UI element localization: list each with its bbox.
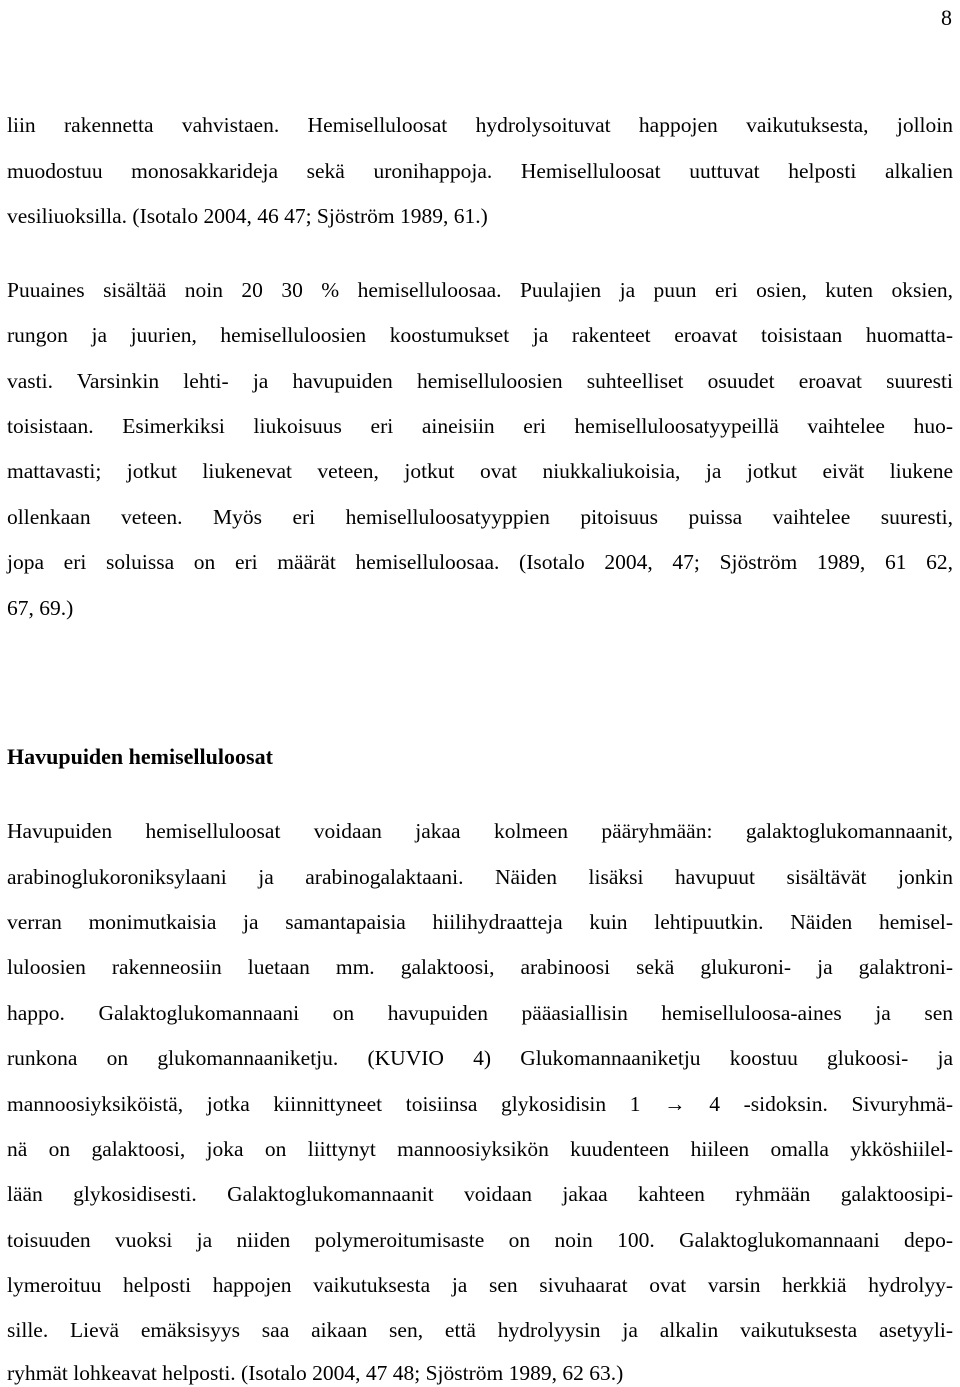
text-line: sille. Lievä emäksisyys saa aikaan sen, että hydrolyysin ja alkalin vaikutuksesta asetyyli-	[7, 1318, 953, 1342]
text-line: rungon ja juurien, hemiselluloosien koostumukset ja rakenteet eroavat toisistaan huomatta-	[7, 323, 953, 347]
section-heading: Havupuiden hemiselluloosat	[7, 744, 273, 769]
text-line: arabinoglukoroniksylaani ja arabinogalaktaani. Näiden lisäksi havupuut sisältävät jonkin	[7, 865, 953, 889]
text-line: jopa eri soluissa on eri määrät hemiselluloosaa. (Isotalo 2004, 47; Sjöström 1989, 61 62,	[7, 550, 953, 574]
text-line: Havupuiden hemiselluloosat voidaan jakaa kolmeen pääryhmään: galaktoglukomannaanit,	[7, 819, 953, 843]
text-line: happo. Galaktoglukomannaani on havupuiden pääasiallisin hemiselluloosa-aines ja sen	[7, 1001, 953, 1025]
text-line: mattavasti; jotkut liukenevat veteen, jotkut ovat niukkaliukoisia, ja jotkut eivät liukene	[7, 459, 953, 483]
text-line: vesiliuoksilla. (Isotalo 2004, 46 47; Sjöström 1989, 61.)	[7, 204, 488, 228]
text-line: lymeroituu helposti happojen vaikutuksesta ja sen sivuhaarat ovat varsin herkkiä hydrolyy-	[7, 1273, 953, 1297]
text-line: vasti. Varsinkin lehti- ja havupuiden hemiselluloosien suhteelliset osuudet eroavat suuresti	[7, 369, 953, 393]
text-line: muodostuu monosakkarideja sekä uronihappoja. Hemiselluloosat uuttuvat helposti alkalien	[7, 159, 953, 183]
text-line: ryhmät lohkeavat helposti. (Isotalo 2004, 47 48; Sjöström 1989, 62 63.)	[7, 1361, 624, 1385]
text-line: toisuuden vuoksi ja niiden polymeroitumisaste on noin 100. Galaktoglukomannaani depo-	[7, 1228, 953, 1252]
text-line: mannoosiyksiköistä, jotka kiinnittyneet toisiinsa glykosidisin 1 → 4 -sidoksin. Sivuryhmä-	[7, 1092, 953, 1116]
text-line: runkona on glukomannaaniketju. (KUVIO 4) Glukomannaaniketju koostuu glukoosi- ja	[7, 1046, 953, 1070]
text-line: liin rakennetta vahvistaen. Hemiselluloosat hydrolysoituvat happojen vaikutuksesta, jolloin	[7, 113, 953, 137]
text-line: Puuaines sisältää noin 20 30 % hemiselluloosaa. Puulajien ja puun eri osien, kuten oksien,	[7, 278, 953, 302]
text-line: 67, 69.)	[7, 596, 74, 620]
text-line: lään glykosidisesti. Galaktoglukomannaanit voidaan jakaa kahteen ryhmään galaktoosipi-	[7, 1182, 953, 1206]
text-line: luloosien rakenneosiin luetaan mm. galaktoosi, arabinoosi sekä glukuroni- ja galaktroni-	[7, 955, 953, 979]
text-line: ollenkaan veteen. Myös eri hemiselluloosatyyppien pitoisuus puissa vaihtelee suuresti,	[7, 505, 953, 529]
page-number: 8	[941, 5, 952, 30]
text-line: nä on galaktoosi, joka on liittynyt mannoosiyksikön kuudenteen hiileen omalla ykköshiilel-	[7, 1137, 953, 1161]
text-line: verran monimutkaisia ja samantapaisia hiilihydraatteja kuin lehtipuutkin. Näiden hemisel-	[7, 910, 953, 934]
text-line: toisistaan. Esimerkiksi liukoisuus eri aineisiin eri hemiselluloosatyypeillä vaihtelee huo-	[7, 414, 953, 438]
